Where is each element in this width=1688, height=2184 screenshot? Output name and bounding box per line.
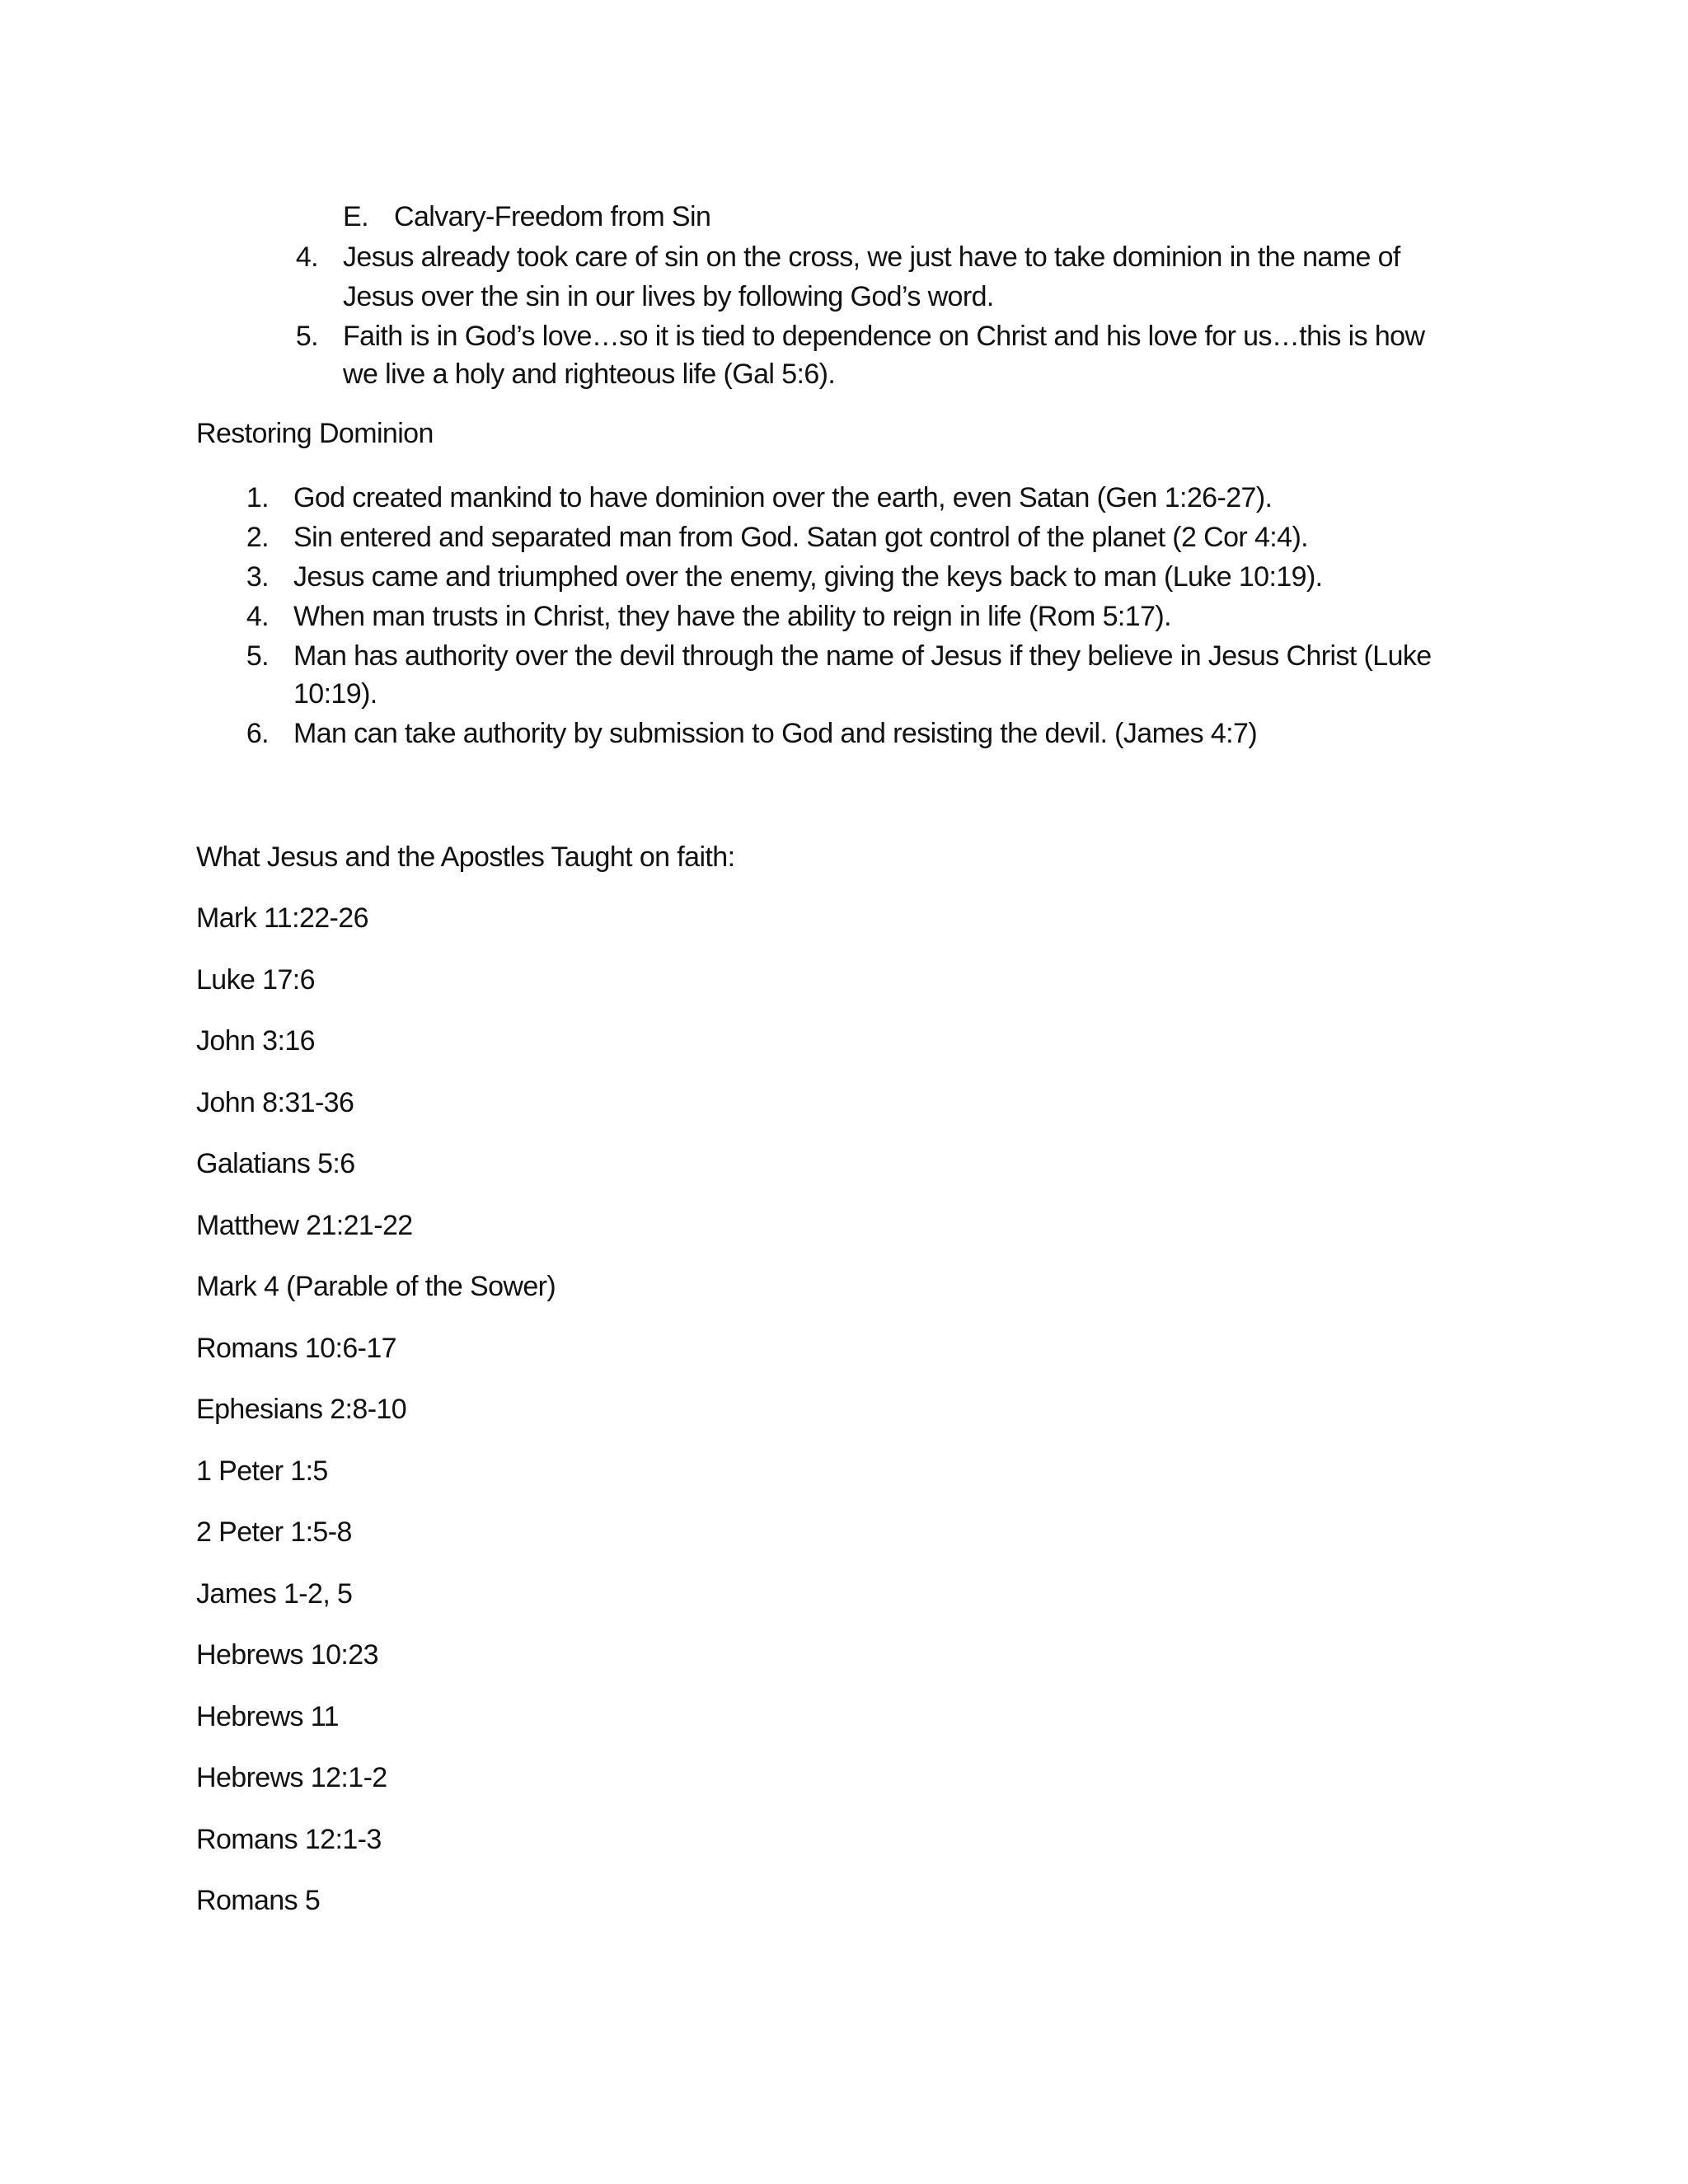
scripture-reference: Galatians 5:6 — [196, 1148, 355, 1179]
scripture-reference: Hebrews 12:1-2 — [196, 1762, 387, 1793]
list-item-marker: 4. — [246, 601, 269, 632]
section-heading: Restoring Dominion — [196, 418, 434, 449]
list-item-marker: 2. — [246, 522, 269, 553]
list-item-line: Jesus came and triumphed over the enemy, giving the keys back to man (Luke 10:19). — [293, 561, 1323, 593]
scripture-reference: Luke 17:6 — [196, 964, 315, 996]
list-item-marker: 6. — [246, 718, 269, 749]
list-item-marker: 5. — [295, 321, 318, 352]
list-item-marker: 1. — [246, 482, 269, 513]
scripture-reference: Romans 10:6-17 — [196, 1333, 396, 1364]
list-item-line: we live a holy and righteous life (Gal 5:6). — [343, 359, 836, 390]
scripture-reference: Mark 4 (Parable of the Sower) — [196, 1271, 556, 1302]
sub-item-text: Calvary-Freedom from Sin — [394, 201, 711, 232]
list-item-line: Jesus already took care of sin on the cross, we just have to take dominion in the name of — [343, 241, 1400, 273]
list-item-line: Man can take authority by submission to God and resisting the devil. (James 4:7) — [293, 718, 1258, 749]
list-item-line: Faith is in God’s love…so it is tied to dependence on Christ and his love for us…this is how — [343, 321, 1425, 352]
list-item-line: God created mankind to have dominion over the earth, even Satan (Gen 1:26-27). — [293, 482, 1273, 513]
scripture-reference: Ephesians 2:8-10 — [196, 1394, 407, 1425]
list-item-line: Man has authority over the devil through the name of Jesus if they believe in Jesus Christ (Luke — [293, 640, 1432, 672]
list-item-marker: 3. — [246, 561, 269, 593]
scripture-reference: James 1-2, 5 — [196, 1578, 353, 1610]
scripture-reference: Matthew 21:21-22 — [196, 1210, 413, 1241]
list-item-marker: 5. — [246, 640, 269, 672]
scripture-reference: John 3:16 — [196, 1025, 315, 1057]
list-item-line: Sin entered and separated man from God. Satan got control of the planet (2 Cor 4:4). — [293, 522, 1309, 553]
scripture-reference: 1 Peter 1:5 — [196, 1455, 328, 1487]
list-item-line: 10:19). — [293, 678, 377, 710]
scripture-reference: Romans 5 — [196, 1885, 321, 1916]
list-item-line: Jesus over the sin in our lives by following God’s word. — [343, 281, 994, 312]
section-heading: What Jesus and the Apostles Taught on faith: — [196, 841, 735, 873]
scripture-reference: Hebrews 11 — [196, 1701, 339, 1732]
scripture-reference: Mark 11:22-26 — [196, 902, 368, 934]
sub-item-marker: E. — [343, 201, 368, 232]
scripture-reference: Hebrews 10:23 — [196, 1639, 378, 1671]
list-item-line: When man trusts in Christ, they have the ability to reign in life (Rom 5:17). — [293, 601, 1171, 632]
scripture-reference: John 8:31-36 — [196, 1087, 354, 1118]
scripture-reference: Romans 12:1-3 — [196, 1824, 382, 1855]
list-item-marker: 4. — [295, 241, 318, 273]
scripture-reference: 2 Peter 1:5-8 — [196, 1516, 352, 1548]
